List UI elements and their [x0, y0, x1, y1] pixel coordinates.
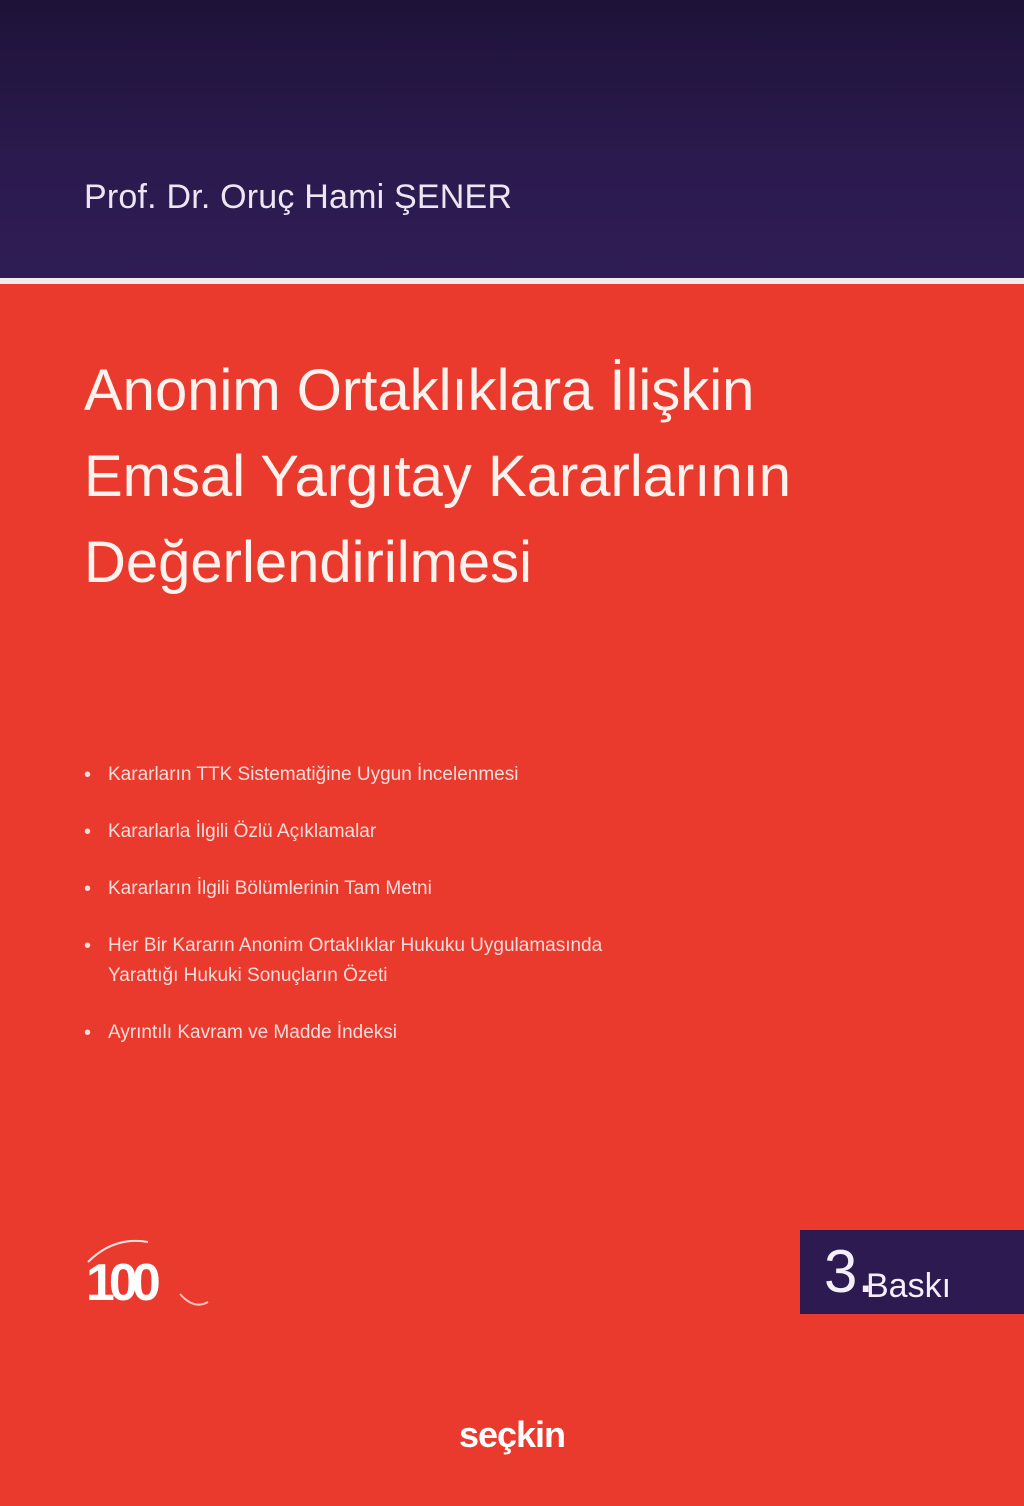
bullet-icon: • — [84, 821, 92, 843]
edition-label: Baskı — [866, 1267, 952, 1305]
feature-text: Kararların TTK Sistematiğine Uygun İncelenmesi — [108, 764, 519, 785]
edition-number: 3. — [824, 1238, 875, 1305]
anniversary-logo-icon — [84, 1232, 214, 1322]
feature-item — [84, 817, 784, 847]
feature-item — [84, 760, 784, 790]
feature-text: Her Bir Kararın Anonim Ortaklıklar Hukuku Uygulamasında — [108, 935, 603, 956]
feature-text: Yarattığı Hukuki Sonuçların Özeti — [108, 965, 388, 986]
feature-text: Ayrıntılı Kavram ve Madde İndeksi — [108, 1022, 397, 1043]
title-line: Emsal Yargıtay Kararlarının — [84, 444, 792, 509]
publisher-logo: seçkin — [458, 1414, 566, 1455]
logo-number: 100 — [86, 1254, 155, 1312]
book-title — [84, 348, 944, 606]
bullet-icon: • — [84, 935, 92, 957]
feature-item — [84, 931, 784, 991]
band-divider — [0, 278, 1024, 284]
edition-badge — [800, 1230, 1024, 1314]
author-band — [0, 0, 1024, 278]
title-line: Değerlendirilmesi — [84, 530, 533, 595]
title-line: Anonim Ortaklıklara İlişkin — [84, 358, 755, 423]
bullet-icon: • — [84, 878, 92, 900]
feature-text: Kararların İlgili Bölümlerinin Tam Metni — [108, 878, 432, 899]
bullet-icon: • — [84, 764, 92, 786]
feature-item — [84, 874, 784, 904]
anniversary-logo-graphic — [84, 1232, 214, 1322]
bullet-icon: • — [84, 1022, 92, 1044]
feature-text: Kararlarla İlgili Özlü Açıklamalar — [108, 821, 377, 842]
feature-item — [84, 1018, 784, 1048]
author-name: Prof. Dr. Oruç Hami ŞENER — [84, 178, 513, 216]
feature-list — [84, 760, 784, 1075]
